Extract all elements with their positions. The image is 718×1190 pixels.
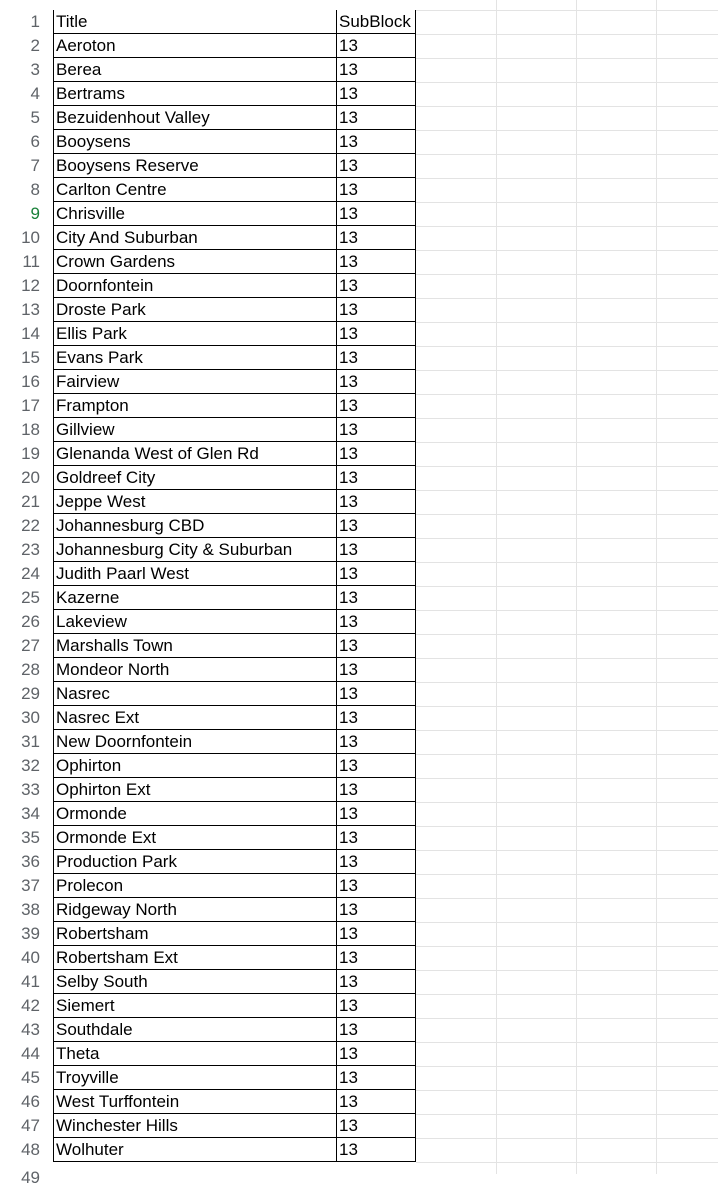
table-row [0,418,718,442]
cell-subblock[interactable]: 13 [336,682,416,706]
cell-title[interactable]: City And Suburban [53,226,337,250]
table-row [0,922,718,946]
table-row [0,298,718,322]
row-number[interactable]: 3 [30,60,40,79]
table-row [0,994,718,1018]
row-number[interactable]: 9 [30,204,40,223]
row-number[interactable]: 39 [21,924,40,943]
cell-title[interactable]: New Doornfontein [53,730,337,754]
row-number[interactable]: 30 [21,708,40,727]
table-row [0,490,718,514]
cell-subblock[interactable]: 13 [336,850,416,874]
cell-subblock[interactable]: 13 [336,538,416,562]
cell-subblock[interactable]: 13 [336,1138,416,1162]
table-row [0,10,718,34]
cell-subblock[interactable]: 13 [336,226,416,250]
table-row [0,322,718,346]
table-row [0,1066,718,1090]
cell-subblock[interactable]: 13 [336,442,416,466]
cell-title[interactable]: Southdale [53,1018,337,1042]
cell-title[interactable]: Robertsham [53,922,337,946]
row-number[interactable]: 43 [21,1020,40,1039]
cell-subblock[interactable]: 13 [336,634,416,658]
row-number[interactable]: 23 [21,540,40,559]
cell-subblock[interactable]: 13 [336,346,416,370]
cell-subblock[interactable]: 13 [336,130,416,154]
cell-title[interactable]: Troyville [53,1066,337,1090]
row-number[interactable]: 28 [21,660,40,679]
table-row [0,1114,718,1138]
cell-subblock[interactable]: 13 [336,562,416,586]
cell-title[interactable]: Production Park [53,850,337,874]
row-number[interactable]: 26 [21,612,40,631]
cell-title[interactable]: Booysens Reserve [53,154,337,178]
cell-title[interactable]: Chrisville [53,202,337,226]
table-row [0,562,718,586]
cell-subblock[interactable]: 13 [336,370,416,394]
cell-title[interactable]: Crown Gardens [53,250,337,274]
cell-title[interactable]: Judith Paarl West [53,562,337,586]
row-number[interactable]: 46 [21,1092,40,1111]
table-row [0,1018,718,1042]
cell-subblock[interactable]: 13 [336,706,416,730]
cell-title[interactable]: Nasrec Ext [53,706,337,730]
cell-title[interactable]: Ormonde Ext [53,826,337,850]
table-row [0,82,718,106]
cell-subblock[interactable]: 13 [336,1066,416,1090]
cell-title[interactable]: Johannesburg City & Suburban [53,538,337,562]
cell-subblock[interactable]: 13 [336,610,416,634]
table-row [0,346,718,370]
table-row [0,154,718,178]
table-row [0,1090,718,1114]
row-number[interactable]: 5 [30,108,40,127]
row-number[interactable]: 24 [21,564,40,583]
table-row [0,634,718,658]
cell-title[interactable]: Droste Park [53,298,337,322]
cell-subblock[interactable]: 13 [336,394,416,418]
cell-title[interactable]: Selby South [53,970,337,994]
row-number[interactable]: 16 [21,372,40,391]
table-row [0,826,718,850]
row-number[interactable]: 15 [21,348,40,367]
row-number[interactable]: 31 [21,732,40,751]
row-number[interactable]: 44 [21,1044,40,1063]
table-row [0,586,718,610]
cell-title[interactable]: Glenanda West of Glen Rd [53,442,337,466]
cell-subblock[interactable]: 13 [336,34,416,58]
cell-subblock[interactable]: 13 [336,730,416,754]
cell-subblock[interactable]: 13 [336,898,416,922]
cell-title[interactable]: Booysens [53,130,337,154]
row-number[interactable]: 41 [21,972,40,991]
cell-title[interactable]: Evans Park [53,346,337,370]
cell-title[interactable]: Ormonde [53,802,337,826]
cell-title[interactable]: Robertsham Ext [53,946,337,970]
table-row [0,1166,718,1190]
cell-title[interactable]: Berea [53,58,337,82]
cell-title[interactable]: Lakeview [53,610,337,634]
table-row [0,178,718,202]
cell-subblock[interactable]: SubBlock [336,10,416,34]
cell-title[interactable]: Prolecon [53,874,337,898]
cell-subblock[interactable]: 13 [336,802,416,826]
table-row [0,802,718,826]
table-row [0,538,718,562]
row-number[interactable]: 8 [30,180,40,199]
cell-title[interactable]: Bertrams [53,82,337,106]
row-number[interactable]: 22 [21,516,40,535]
table-row [0,1138,718,1162]
row-number[interactable]: 4 [30,84,40,103]
table-row [0,610,718,634]
row-number[interactable]: 17 [21,396,40,415]
table-row [0,58,718,82]
cell-title[interactable]: Gillview [53,418,337,442]
cell-title[interactable]: Fairview [53,370,337,394]
row-number[interactable]: 36 [21,852,40,871]
table-row [0,730,718,754]
table-row [0,850,718,874]
cell-title[interactable]: Siemert [53,994,337,1018]
table-row [0,226,718,250]
cell-subblock[interactable]: 13 [336,1042,416,1066]
cell-title[interactable]: Marshalls Town [53,634,337,658]
table-row [0,754,718,778]
cell-title[interactable]: Ophirton [53,754,337,778]
table-row [0,706,718,730]
table-row [0,130,718,154]
cell-subblock[interactable]: 13 [336,1114,416,1138]
table-row [0,946,718,970]
cell-subblock[interactable]: 13 [336,82,416,106]
table-row [0,370,718,394]
row-number[interactable]: 6 [30,132,40,151]
cell-subblock[interactable]: 13 [336,106,416,130]
table-row [0,274,718,298]
cell-subblock[interactable]: 13 [336,154,416,178]
cell-subblock[interactable]: 13 [336,946,416,970]
cell-subblock[interactable]: 13 [336,970,416,994]
row-number[interactable]: 2 [30,36,40,55]
row-number[interactable]: 19 [21,444,40,463]
cell-subblock[interactable]: 13 [336,922,416,946]
table-row [0,442,718,466]
cell-title[interactable]: Mondeor North [53,658,337,682]
cell-subblock[interactable]: 13 [336,490,416,514]
cell-title[interactable]: Jeppe West [53,490,337,514]
cell-title[interactable]: Johannesburg CBD [53,514,337,538]
table-row [0,106,718,130]
cell-subblock[interactable]: 13 [336,322,416,346]
table-row [0,874,718,898]
cell-title[interactable]: Title [53,10,337,34]
cell-subblock[interactable]: 13 [336,58,416,82]
cell-title[interactable]: Bezuidenhout Valley [53,106,337,130]
table-row [0,682,718,706]
row-number[interactable]: 34 [21,804,40,823]
table-row [0,1042,718,1066]
cell-title[interactable]: Winchester Hills [53,1114,337,1138]
cell-title[interactable]: Ophirton Ext [53,778,337,802]
table-row [0,466,718,490]
cell-subblock[interactable]: 13 [336,658,416,682]
grid-row-line [416,1162,718,1163]
cell-subblock[interactable]: 13 [336,1090,416,1114]
row-number[interactable]: 40 [21,948,40,967]
row-number[interactable]: 27 [21,636,40,655]
cell-title[interactable]: Ridgeway North [53,898,337,922]
cell-subblock[interactable]: 13 [336,754,416,778]
table-row [0,514,718,538]
row-number[interactable]: 35 [21,828,40,847]
cell-subblock[interactable]: 13 [336,298,416,322]
row-number[interactable]: 32 [21,756,40,775]
row-number[interactable]: 33 [21,780,40,799]
row-number[interactable]: 47 [21,1116,40,1135]
cell-title[interactable]: Nasrec [53,682,337,706]
table-row [0,202,718,226]
row-number[interactable]: 1 [30,12,40,31]
cell-title[interactable]: Aeroton [53,34,337,58]
cell-title[interactable]: Goldreef City [53,466,337,490]
cell-subblock[interactable]: 13 [336,874,416,898]
row-number[interactable]: 49 [21,1168,40,1187]
row-number[interactable]: 18 [21,420,40,439]
row-number[interactable]: 21 [21,492,40,511]
cell-subblock[interactable]: 13 [336,586,416,610]
table-row [0,658,718,682]
cell-title[interactable]: Carlton Centre [53,178,337,202]
cell-subblock[interactable]: 13 [336,778,416,802]
row-number[interactable]: 37 [21,876,40,895]
row-number[interactable]: 20 [21,468,40,487]
cell-title[interactable]: Theta [53,1042,337,1066]
cell-subblock[interactable]: 13 [336,418,416,442]
row-number[interactable]: 25 [21,588,40,607]
cell-subblock[interactable]: 13 [336,202,416,226]
cell-subblock[interactable]: 13 [336,994,416,1018]
cell-subblock[interactable]: 13 [336,826,416,850]
row-number[interactable]: 11 [22,252,40,271]
cell-subblock[interactable]: 13 [336,250,416,274]
row-number[interactable]: 14 [21,324,40,343]
cell-subblock[interactable]: 13 [336,178,416,202]
cell-title[interactable]: Ellis Park [53,322,337,346]
cell-title[interactable]: Kazerne [53,586,337,610]
cell-subblock[interactable]: 13 [336,514,416,538]
row-number[interactable]: 29 [21,684,40,703]
table-row [0,34,718,58]
cell-title[interactable]: Doornfontein [53,274,337,298]
row-number[interactable]: 10 [21,228,40,247]
row-number[interactable]: 42 [21,996,40,1015]
table-row [0,970,718,994]
cell-subblock[interactable]: 13 [336,466,416,490]
cell-title[interactable]: Wolhuter [53,1138,337,1162]
row-number[interactable]: 48 [21,1140,40,1159]
cell-subblock[interactable]: 13 [336,1018,416,1042]
table-row [0,250,718,274]
cell-title[interactable]: Frampton [53,394,337,418]
row-number[interactable]: 7 [30,156,40,175]
row-number[interactable]: 38 [21,900,40,919]
table-row [0,394,718,418]
cell-subblock[interactable]: 13 [336,274,416,298]
row-number[interactable]: 45 [21,1068,40,1087]
row-number[interactable]: 12 [21,276,40,295]
row-number[interactable]: 13 [21,300,40,319]
cell-title[interactable]: West Turffontein [53,1090,337,1114]
table-row [0,898,718,922]
table-row [0,778,718,802]
